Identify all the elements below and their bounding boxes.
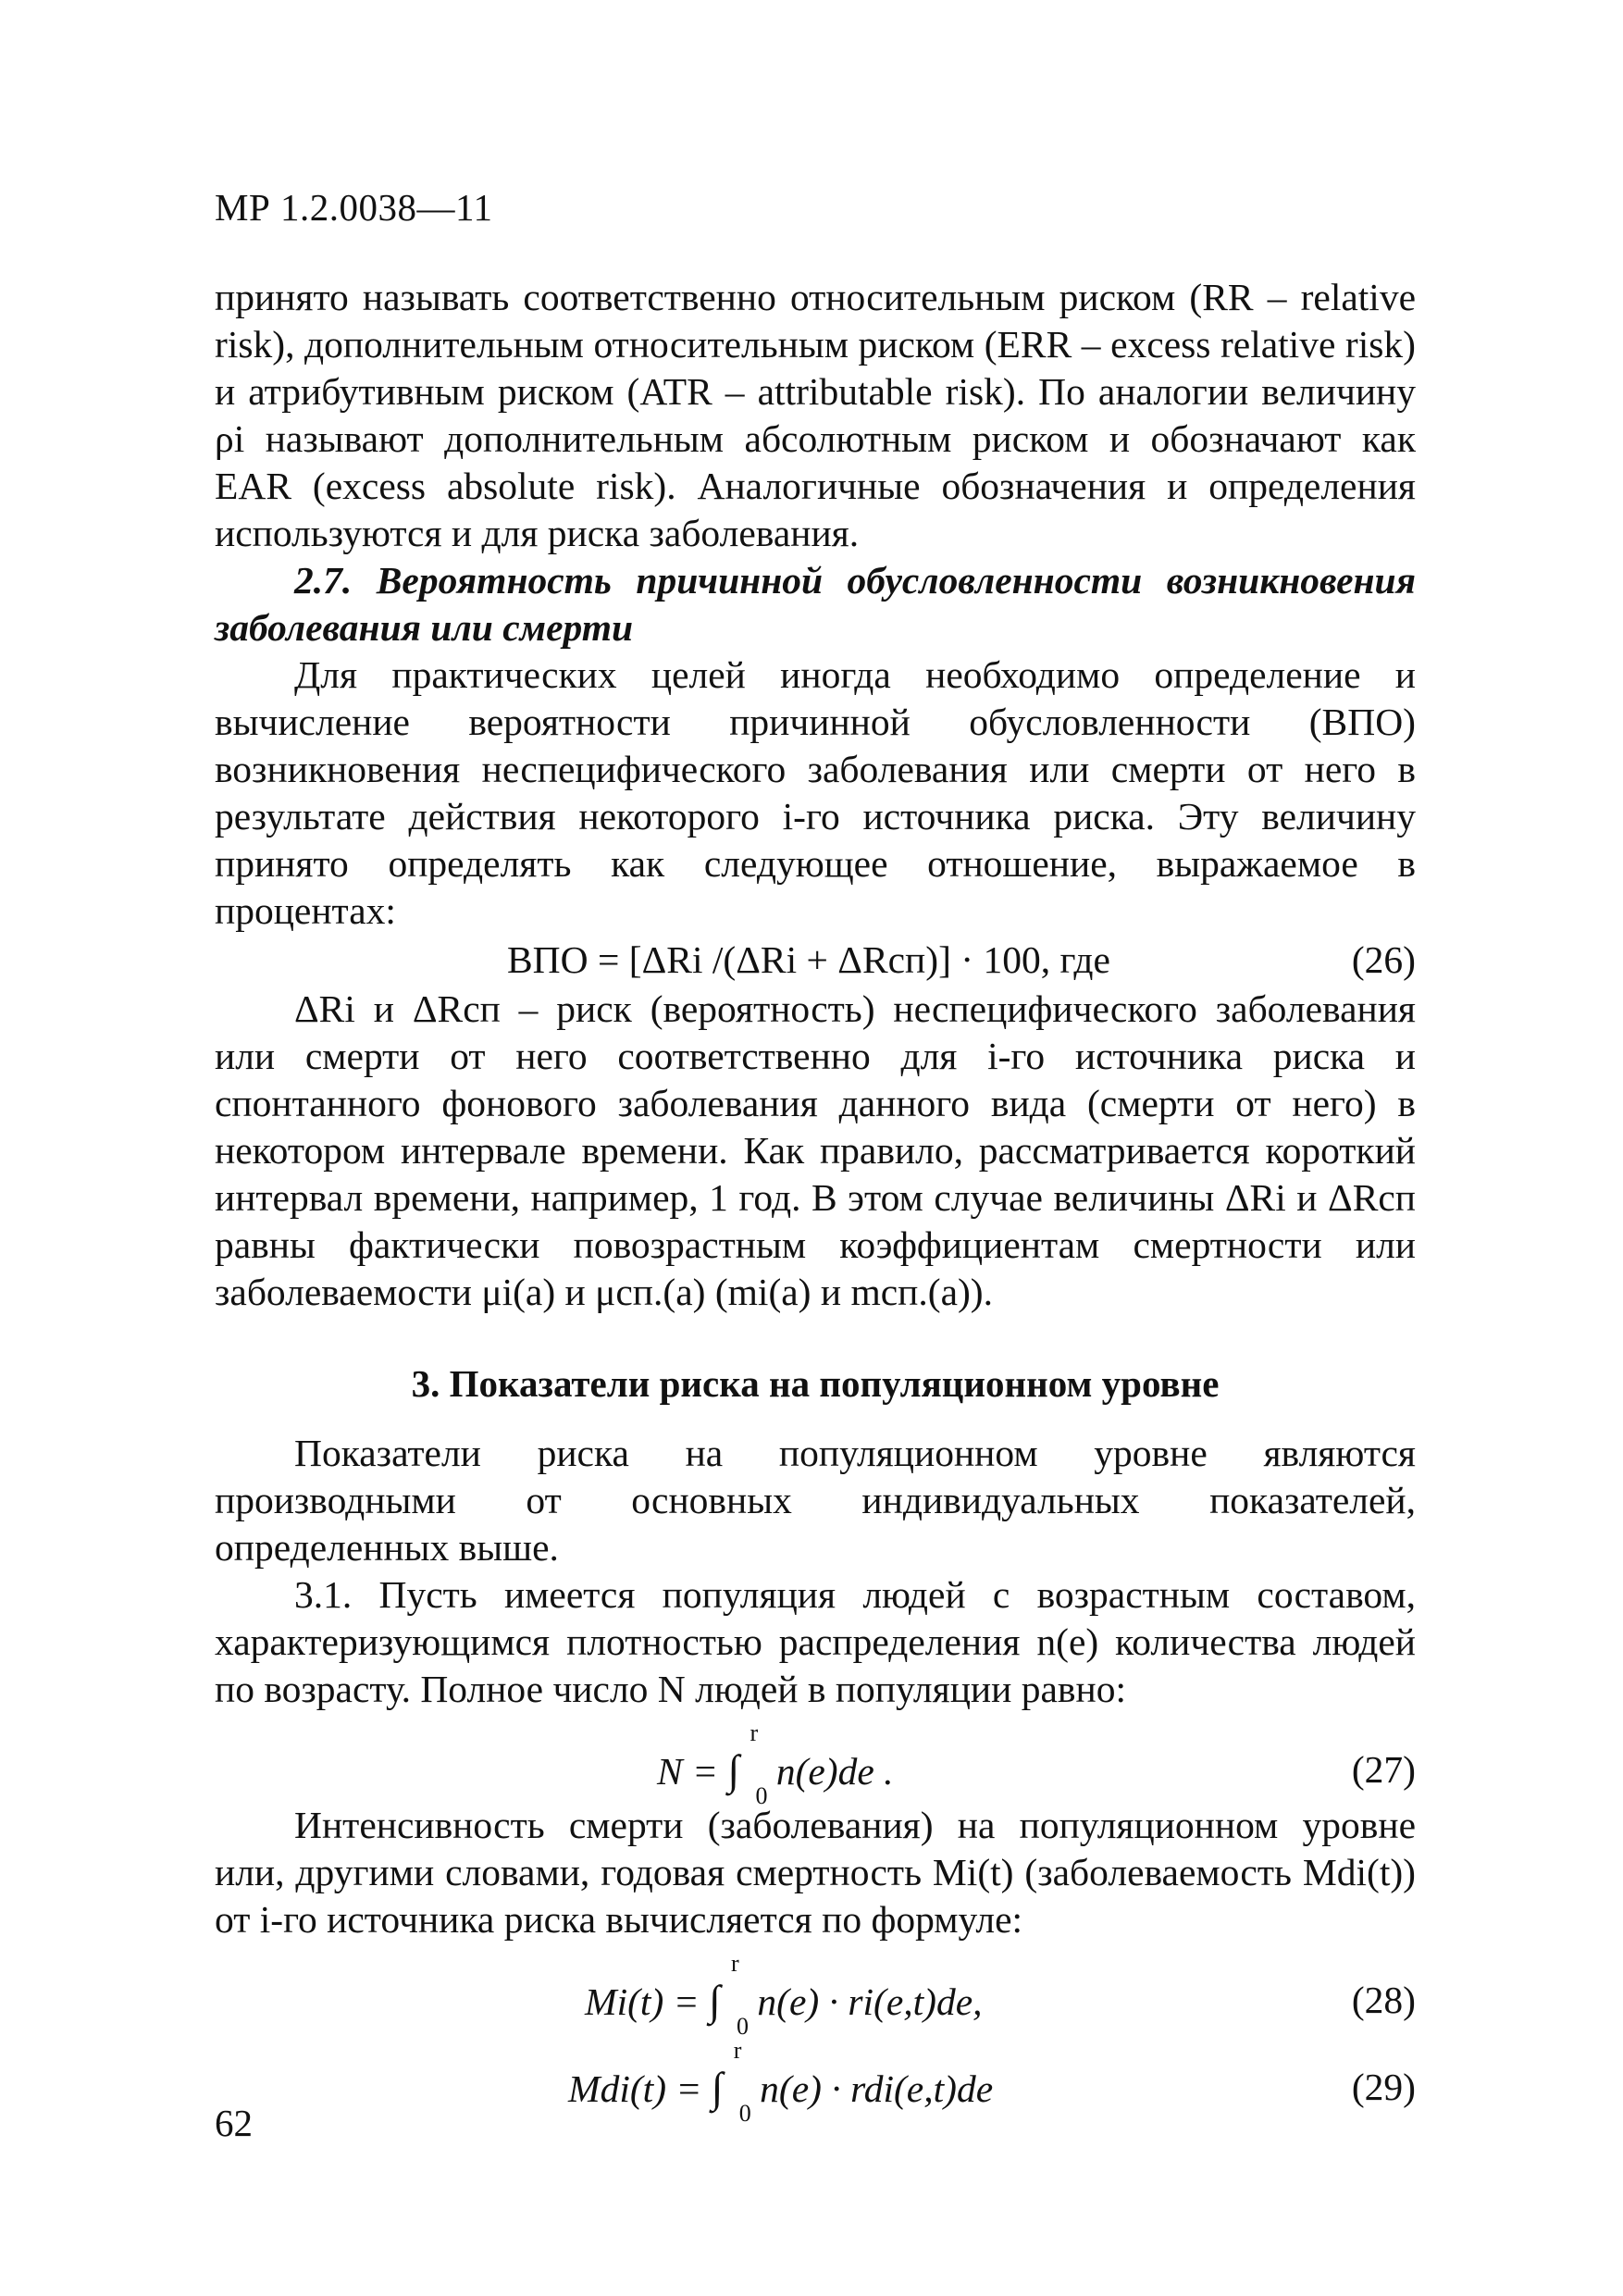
- integral-sign-icon: ∫ r 0: [712, 2064, 750, 2113]
- formula-29-number: (29): [1351, 2066, 1416, 2108]
- paragraph-vpo-intro: Для практических целей иногда необходимо определение и вычисление вероятности причинной обусловленности (ВПО) возникновения неспецифического заболевания или смерти от него в результате действия некоторого i-го источника риска. Эту величину принято определять как следующее отношение, выражаемое в процентах:: [215, 653, 1416, 932]
- formula-29-lhs: Mdi(t) =: [568, 2067, 702, 2110]
- integral-upper-limit: r: [731, 1950, 739, 1977]
- paragraph-population-intro: Показатели риска на популяционном уровне являются производными от основных индивидуальных показателей, определенных выше.: [215, 1432, 1416, 1569]
- section-heading-3: 3. Показатели риска на популяционном уровне: [411, 1362, 1220, 1405]
- integral-lower-limit: 0: [737, 2013, 750, 2040]
- integral-sign-icon: ∫ r 0: [727, 1746, 766, 1795]
- page-number: 62: [215, 2102, 253, 2144]
- paragraph-vpo-explanation: ΔRi и ΔRсп – риск (вероятность) неспецифического заболевания или смерти от него соответственно для i-го источника риска и спонтанного фонового заболевания данного вида (смерти от него) в некотором интервале времени. Как правило, рассматривается короткий интервал времени, например, 1 год. В этом случае величины ΔRi и ΔRсп равны фактически повозрастным коэффициентам смертности или заболеваемости μi(a) и μсп.(a) (mi(a) и mсп.(a)).: [215, 987, 1416, 1313]
- subsection-heading-2-7: 2.7. Вероятность причинной обусловленности возникновения заболевания или смерти: [215, 559, 1416, 649]
- formula-29-integrand: n(e) · rdi(e,t)de: [760, 2067, 994, 2110]
- formula-26: [215, 937, 1416, 984]
- formula-27: [215, 1715, 1416, 1809]
- formula-26-number: (26): [1351, 938, 1416, 981]
- integral-upper-limit: r: [750, 1719, 759, 1746]
- formula-28-number: (28): [1351, 1979, 1416, 2021]
- formula-28-integrand: n(e) · ri(e,t)de,: [757, 1980, 983, 2023]
- formula-28-lhs: Mi(t) =: [585, 1980, 700, 2023]
- paragraph-mortality-intensity: Интенсивность смерти (заболевания) на популяционном уровне или, другими словами, годовая смертность Mi(t) (заболеваемость Mdi(t)) от i-го источника риска вычисляется по формуле:: [215, 1804, 1416, 1941]
- running-head: МР 1.2.0038—11: [215, 186, 493, 229]
- integral-lower-limit: 0: [755, 1782, 768, 1809]
- integral-lower-limit: 0: [738, 2100, 751, 2127]
- formula-27-number: (27): [1351, 1748, 1416, 1791]
- formula-28: [215, 1945, 1416, 2040]
- formula-27-integrand: n(e)de .: [775, 1750, 894, 1793]
- paragraph-3-1: 3.1. Пусть имеется популяция людей с возрастным составом, характеризующимся плотностью распределения n(e) количества людей по возрасту. Полное число N людей в популяции равно:: [215, 1573, 1416, 1710]
- formula-26-expression: ВПО = [ΔRi /(ΔRi + ΔRсп)] · 100, где: [507, 938, 1110, 981]
- formula-27-lhs: N =: [657, 1750, 719, 1793]
- integral-upper-limit: r: [733, 2037, 742, 2064]
- paragraph-risk-terms: принято называть соответственно относительным риском (RR – relative risk), дополнительным относительным риском (ERR – excess relative risk) и атрибутивным риском (ATR – attributable risk). По аналогии величину ρi называют дополнительным абсолютным риском и обозначают как EAR (excess absolute risk). Аналогичные обозначения и определения используются и для риска заболевания.: [215, 276, 1416, 554]
- integral-sign-icon: ∫ r 0: [709, 1977, 748, 2026]
